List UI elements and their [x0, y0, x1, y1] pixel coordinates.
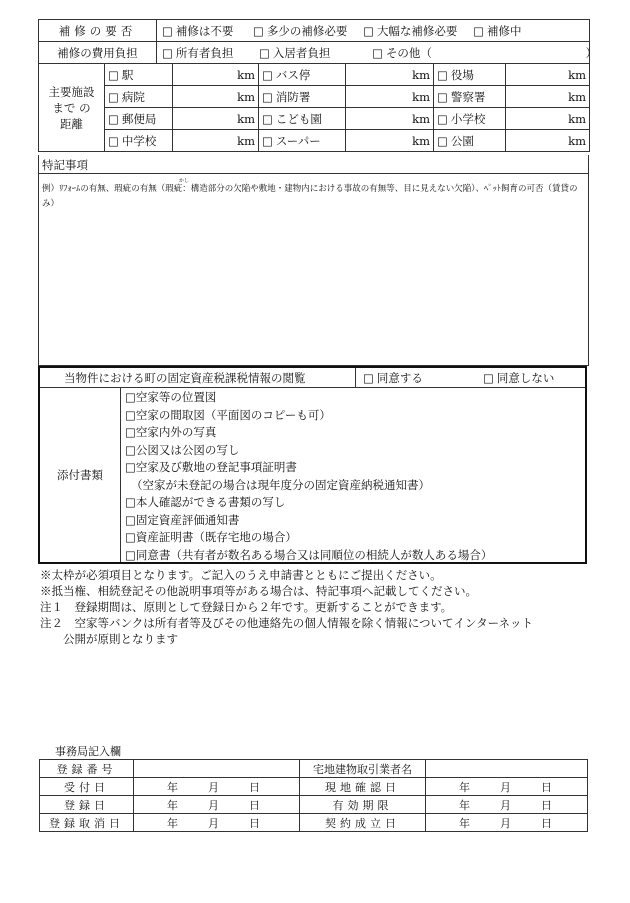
office-left-label: 受付日 [40, 778, 134, 796]
repair-cost-close-paren: ） [585, 45, 598, 60]
office-left-value[interactable] [134, 760, 300, 778]
repair-option-major[interactable]: □ 大幅な補修必要 [363, 24, 457, 38]
date-day-label: 日 [249, 780, 260, 794]
tax-info-disagree[interactable]: □ 同意しない [483, 370, 554, 386]
attachment-asset-certificate[interactable]: □資産証明書（既存宅地の場合） [125, 530, 297, 544]
date-day-label: 日 [541, 816, 552, 830]
repair-option-minor[interactable]: □ 多少の補修必要 [253, 24, 347, 38]
distance-park-input[interactable]: km [506, 130, 590, 152]
property-details-table [38, 19, 598, 64]
attachment-registry-certificate[interactable]: □空家及び敷地の登記事項証明書 [125, 460, 297, 474]
date-day-label: 日 [249, 798, 260, 812]
remarks-ruby: かし [179, 178, 190, 184]
date-year-label: 年 [459, 816, 470, 830]
distance-fire-station-input[interactable]: km [346, 86, 434, 108]
office-row [40, 796, 588, 814]
distance-junior-high-input[interactable]: km [173, 130, 259, 152]
office-left-value[interactable] [134, 778, 300, 796]
office-row [40, 814, 588, 832]
attachment-valuation-notice[interactable]: □固定資産評価通知書 [125, 512, 240, 527]
distance-kodomoen-input[interactable]: km [346, 108, 434, 130]
date-day-label: 日 [541, 780, 552, 794]
office-left-value[interactable] [134, 796, 300, 814]
facility-post-office: □ 郵便局 [105, 108, 173, 130]
date-month-label: 月 [500, 816, 511, 830]
distance-station-input[interactable]: km [173, 64, 259, 86]
distance-bus-stop-input[interactable]: km [346, 64, 434, 86]
note-internet-publication-cont: 公開が原則となります [40, 632, 178, 646]
repair-option-in-progress[interactable]: □ 補修中 [473, 24, 521, 38]
distance-hospital-input[interactable]: km [173, 86, 259, 108]
note-mortgage: ※抵当権、相続登記その他説明事項等がある場合は、特記事項へ記載してください。 [40, 584, 477, 598]
attachment-consent-form[interactable]: □同意書（共有者が数名ある場合又は同順位の相続人が数人ある場合） [125, 547, 493, 562]
date-month-label: 月 [208, 816, 219, 830]
repair-cost-other[interactable]: □ その他（ [372, 46, 432, 60]
office-table [39, 759, 588, 832]
attachments-label: 添付書類 [40, 387, 121, 562]
distance-town-hall-input[interactable]: km [506, 64, 590, 86]
note-required-frame: ※太枠が必須項目となります。ご記入のうえ申請書とともにご提出ください。 [40, 568, 442, 582]
attachment-floor-plan[interactable]: □空家の間取図（平面図のコピーも可） [125, 407, 331, 422]
office-row [40, 778, 588, 796]
office-title: 事務局記入欄 [55, 745, 121, 758]
facility-park: □ 公園 [434, 130, 506, 152]
date-month-label: 月 [208, 780, 219, 794]
repair-option-none[interactable]: □ 補修は不要 [162, 24, 233, 38]
facility-station: □ 駅 [105, 64, 173, 86]
attachment-location-map[interactable]: □空家等の位置図 [125, 390, 217, 404]
remarks-box[interactable] [38, 155, 589, 366]
facility-supermarket: □ スーパー [259, 130, 346, 152]
remarks-label: 特記事項 [42, 158, 88, 172]
attachments-list [125, 389, 492, 564]
repair-cost-tenant[interactable]: □ 入居者負担 [259, 46, 330, 60]
attachment-photos[interactable]: □空家内外の写真 [125, 425, 217, 439]
office-right-value[interactable] [426, 760, 588, 778]
date-year-label: 年 [167, 798, 178, 812]
office-right-value[interactable] [426, 796, 588, 814]
office-row [40, 760, 588, 778]
repair-need-label: 補修の要否 [39, 20, 157, 42]
date-month-label: 月 [500, 780, 511, 794]
facility-fire-station: □ 消防署 [259, 86, 346, 108]
facility-kodomoen: □ こども園 [259, 108, 346, 130]
repair-cost-owner[interactable]: □ 所有者負担 [162, 46, 233, 60]
repair-cost-label: 補修の費用負担 [39, 42, 157, 64]
distance-elementary-school-input[interactable]: km [506, 108, 590, 130]
office-left-label: 登録取消日 [40, 814, 134, 832]
date-month-label: 月 [500, 798, 511, 812]
office-right-value[interactable] [426, 778, 588, 796]
distance-label: 主要施設 まで の 距離 [39, 64, 105, 152]
facility-town-hall: □ 役場 [434, 64, 506, 86]
office-left-value[interactable] [134, 814, 300, 832]
attachment-cadastral-map[interactable]: □公図又は公図の写し [125, 442, 240, 457]
date-month-label: 月 [208, 798, 219, 812]
tax-info-agree[interactable]: □ 同意する [363, 370, 423, 386]
distance-police-input[interactable]: km [506, 86, 590, 108]
repair-cost-options [157, 42, 598, 64]
date-year-label: 年 [459, 780, 470, 794]
office-right-label: 宅地建物取引業者名 [300, 760, 426, 778]
facility-elementary-school: □ 小学校 [434, 108, 506, 130]
office-right-value[interactable] [426, 814, 588, 832]
distance-post-office-input[interactable]: km [173, 108, 259, 130]
tax-info-row [40, 368, 585, 388]
office-left-label: 登録日 [40, 796, 134, 814]
remarks-example: かし 例）ﾘﾌｫｰﾑの有無、瑕疵の有無（瑕疵：構造部分の欠陥や敷地・建物内における事故の有無等、目に見えない欠陥）、ﾍﾟｯﾄ飼育の可否（賃貸のみ） [39, 174, 588, 212]
distance-supermarket-input[interactable]: km [346, 130, 434, 152]
tax-info-label: 当物件における町の固定資産税課税情報の閲覧 [64, 371, 306, 385]
repair-need-options [157, 20, 590, 42]
facility-junior-high: □ 中学校 [105, 130, 173, 152]
office-right-label: 現地確認日 [300, 778, 426, 796]
date-day-label: 日 [541, 798, 552, 812]
office-left-label: 登録番号 [40, 760, 134, 778]
date-year-label: 年 [459, 798, 470, 812]
notes [40, 567, 533, 647]
office-right-label: 契約成立日 [300, 814, 426, 832]
attachment-id-copy[interactable]: □本人確認ができる書類の写し [125, 495, 286, 509]
note-internet-publication: 注２ 空家等バンクは所有者等及びその他連絡先の個人情報を除く情報についてインターネット [40, 616, 533, 630]
attachment-registry-note: （空家が未登記の場合は現年度分の固定資産納税通知書） [131, 477, 430, 492]
facility-bus-stop: □ バス停 [259, 64, 346, 86]
distance-table [38, 63, 590, 152]
date-year-label: 年 [167, 780, 178, 794]
facility-police: □ 警察署 [434, 86, 506, 108]
facility-hospital: □ 病院 [105, 86, 173, 108]
required-section [38, 366, 587, 564]
note-registration-period: 注１ 登録期間は、原則として登録日から２年です。更新することができます。 [40, 600, 453, 614]
date-day-label: 日 [249, 816, 260, 830]
office-right-label: 有効期限 [300, 796, 426, 814]
date-year-label: 年 [167, 816, 178, 830]
